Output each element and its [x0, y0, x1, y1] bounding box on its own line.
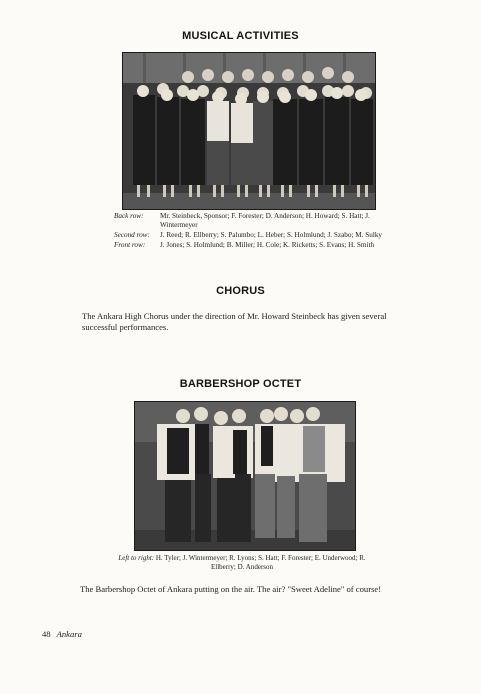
musical-activities-title: MUSICAL ACTIVITIES [182, 30, 299, 42]
caption-back-row [114, 212, 404, 230]
octet-caption [112, 554, 372, 571]
caption-row-label: Back row: [114, 212, 144, 220]
chorus-caption [114, 212, 404, 251]
octet-paragraph: The Barbershop Octet of Ankara putting on the air. The air? "Sweet Adeline" of course! [80, 584, 382, 594]
chorus-photo [122, 52, 376, 210]
octet-caption-label: Left to right: [118, 554, 155, 562]
page-number: 48 [42, 629, 51, 639]
chorus-title: CHORUS [216, 285, 265, 297]
caption-row-label: Front row: [114, 241, 146, 249]
chorus-paragraph: The Ankara High Chorus under the direction of Mr. Howard Steinbeck has given several successful performances. [82, 311, 387, 332]
page-footer [42, 629, 82, 639]
octet-caption-names: H. Tyler; J. Wintermeyer; R. Lyons; S. Hatt; F. Forester; E. Underwood; R. Ellberry; D. Anderson [155, 554, 366, 571]
octet-photo [134, 401, 356, 551]
barbershop-octet-title: BARBERSHOP OCTET [179, 378, 302, 390]
caption-second-row [114, 231, 404, 240]
caption-row-label: Second row: [114, 231, 150, 239]
caption-row-names: J. Reed; R. Ellberry; S. Palumbo; L. Heber; S. Holmlund; J. Szabo; M. Sulky [160, 231, 383, 239]
publication-name: Ankara [56, 629, 82, 639]
caption-row-names: J. Jones; S. Holmlund; B. Miller; H. Cole; K. Ricketts; S. Evans; H. Smith [160, 241, 375, 249]
caption-row-names: Mr. Steinbeck, Sponsor; F. Forester; D. Anderson; H. Howard; S. Hatt; J. Wintermeyer [160, 212, 370, 229]
caption-front-row [114, 241, 404, 250]
